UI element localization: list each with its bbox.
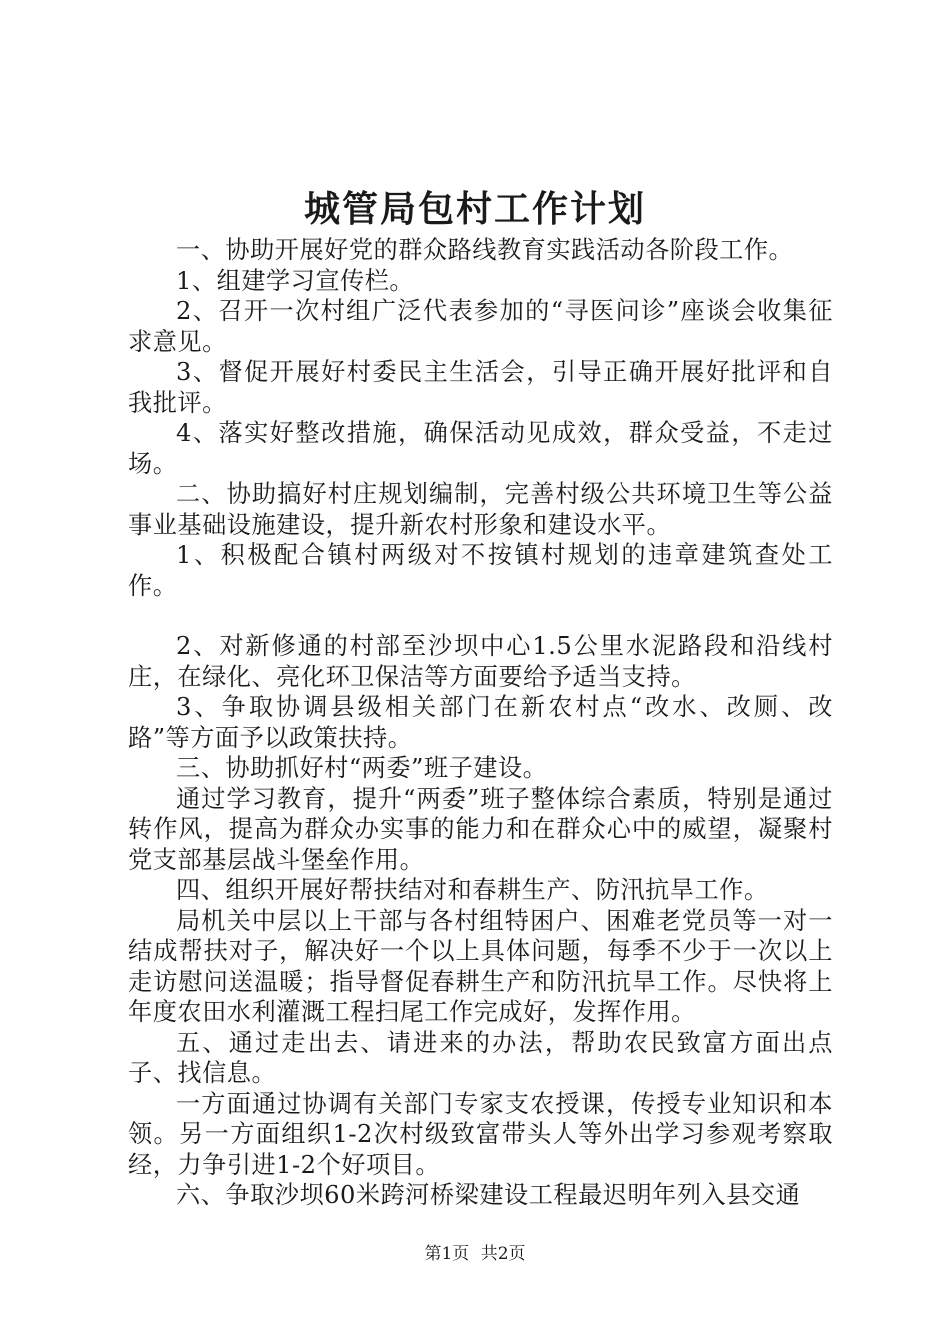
- page-footer: [0, 1242, 950, 1266]
- page-total: 共2页: [480, 1244, 526, 1264]
- paragraph: 四、组织开展好帮扶结对和春耕生产、防汛抗旱工作。: [176, 876, 769, 904]
- paragraph: 一、协助开展好党的群众路线教育实践活动各阶段工作。: [176, 236, 794, 264]
- paragraph: 通过学习教育，提升“两委”班子整体综合素质，特别是通过转作风，提高为群众办实事的能力和在群众心中的威望，凝聚村党支部基层战斗堡垒作用。: [128, 784, 833, 874]
- paragraph: 六、争取沙坝60米跨河桥梁建设工程最迟明年列入县交通: [176, 1181, 801, 1209]
- paragraph: 2、对新修通的村部至沙坝中心1.5公里水泥路段和沿线村庄，在绿化、亮化环卫保洁等方面要给予适当支持。: [128, 632, 833, 691]
- document-body: [128, 235, 833, 1211]
- paragraph: 4、落实好整改措施，确保活动见成效，群众受益，不走过场。: [128, 419, 833, 478]
- paragraph: 2、召开一次村组广泛代表参加的“寻医问诊”座谈会收集征求意见。: [128, 297, 833, 356]
- paragraph: 二、协助搞好村庄规划编制，完善村级公共环境卫生等公益事业基础设施建设，提升新农村形象和建设水平。: [128, 480, 833, 539]
- paragraph: 一方面通过协调有关部门专家支农授课，传授专业知识和本领。另一方面组织1-2次村级致富带头人等外出学习参观考察取经，力争引进1-2个好项目。: [128, 1089, 833, 1179]
- paragraph: 1、积极配合镇村两级对不按镇村规划的违章建筑查处工作。: [128, 541, 833, 600]
- paragraph: 1、组建学习宣传栏。: [176, 266, 415, 295]
- paragraph: 五、通过走出去、请进来的办法，帮助农民致富方面出点子、找信息。: [128, 1028, 833, 1087]
- paragraph: 3、督促开展好村委民主生活会，引导正确开展好批评和自我批评。: [128, 358, 833, 417]
- paragraph: 三、协助抓好村“两委”班子建设。: [176, 754, 548, 782]
- page-number: 第1页: [424, 1244, 470, 1264]
- paragraph: 3、争取协调县级相关部门在新农村点“改水、改厕、改路”等方面予以政策扶持。: [128, 693, 833, 752]
- document-title: 城管局包村工作计划: [303, 189, 646, 230]
- paragraph: 局机关中层以上干部与各村组特困户、困难老党员等一对一结成帮扶对子，解决好一个以上具体问题，每季不少于一次以上走访慰问送温暖；指导督促春耕生产和防汛抗旱工作。尽快将上年度农田水利灌溉工程扫尾工作完成好，发挥作用。: [128, 906, 833, 1026]
